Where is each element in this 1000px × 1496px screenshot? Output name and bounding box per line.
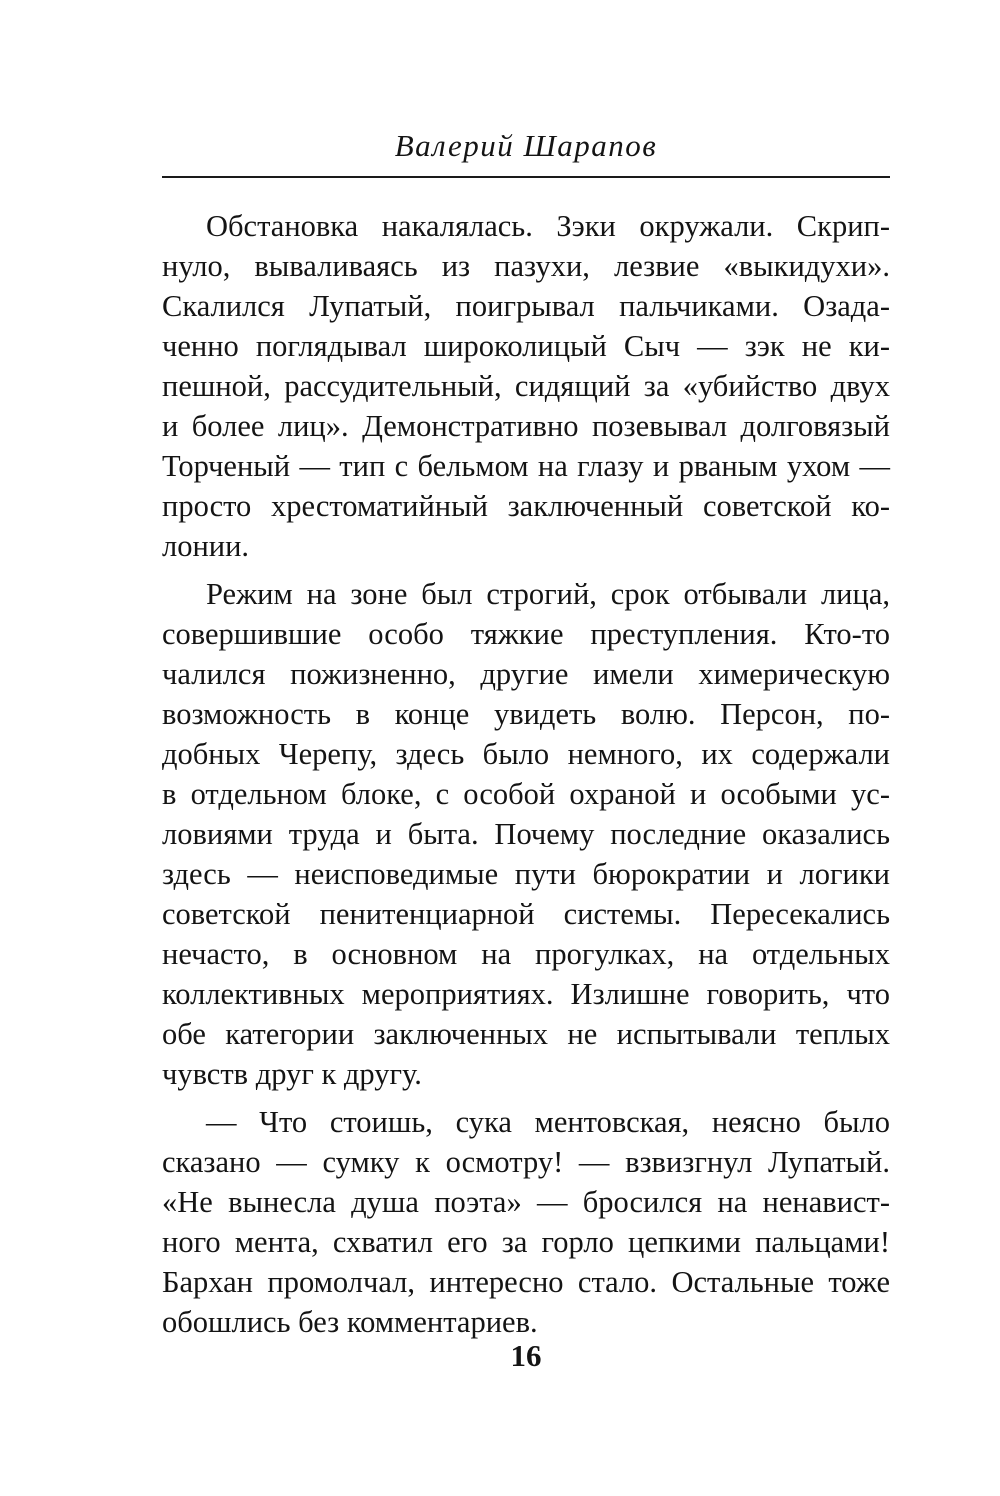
text-line: советской пенитенциарной системы. Пересекались	[162, 897, 890, 931]
page-number: 16	[510, 1338, 542, 1373]
text-line: здесь — неисповедимые пути бюрократии и логики	[162, 857, 890, 891]
text-line: возможность в конце увидеть волю. Персон, по-	[162, 697, 890, 731]
text-line: Режим на зоне был строгий, срок отбывали лица,	[206, 577, 890, 611]
text-line: сказано — сумку к осмотру! — взвизгнул Лупатый.	[162, 1145, 890, 1179]
paragraph	[162, 1102, 890, 1342]
text-line: Скалился Лупатый, поигрывал пальчиками. Озада-	[162, 289, 890, 323]
text-line: обошлись без комментариев.	[162, 1305, 538, 1339]
text-line: «Не вынесла душа поэта» — бросился на ненавист-	[162, 1185, 890, 1219]
paragraph-gap	[162, 1094, 890, 1102]
text-line: нечасто, в основном на прогулках, на отдельных	[162, 937, 890, 971]
running-head-author: Валерий Шарапов	[394, 128, 658, 163]
text-line: совершившие особо тяжкие преступления. Кто-то	[162, 617, 890, 651]
paragraph	[162, 574, 890, 1094]
body-text	[162, 206, 890, 1342]
text-line: чалился пожизненно, другие имели химерическую	[162, 657, 890, 691]
text-line: ного мента, схватил его за горло цепкими пальцами!	[162, 1225, 890, 1259]
text-line: ловиями труда и быта. Почему последние оказались	[162, 817, 890, 851]
text-line: Торченый — тип с бельмом на глазу и рваным ухом —	[162, 449, 890, 483]
text-line: чувств друг к другу.	[162, 1057, 422, 1091]
text-line: Обстановка накалялась. Зэки окружали. Скрип-	[206, 209, 890, 243]
text-line: просто хрестоматийный заключенный советской ко-	[162, 489, 890, 523]
text-line: — Что стоишь, сука ментовская, неясно было	[206, 1105, 890, 1139]
text-line: Бархан промолчал, интересно стало. Остальные тоже	[162, 1265, 890, 1299]
paragraph	[162, 206, 890, 566]
header-rule	[162, 176, 890, 178]
text-line: лонии.	[162, 529, 250, 563]
text-line: и более лиц». Демонстративно позевывал долговязый	[162, 409, 890, 443]
paragraph-gap	[162, 566, 890, 574]
text-line: добных Черепу, здесь было немного, их содержали	[162, 737, 890, 771]
text-line: ченно поглядывал широколицый Сыч — зэк не ки-	[162, 329, 890, 363]
text-line: коллективных мероприятиях. Излишне говорить, что	[162, 977, 890, 1011]
text-line: нуло, вываливаясь из пазухи, лезвие «выкидухи».	[162, 249, 890, 283]
text-line: обе категории заключенных не испытывали теплых	[162, 1017, 890, 1051]
text-line: пешной, рассудительный, сидящий за «убийство двух	[162, 369, 890, 403]
text-line: в отдельном блоке, с особой охраной и особыми ус-	[162, 777, 890, 811]
